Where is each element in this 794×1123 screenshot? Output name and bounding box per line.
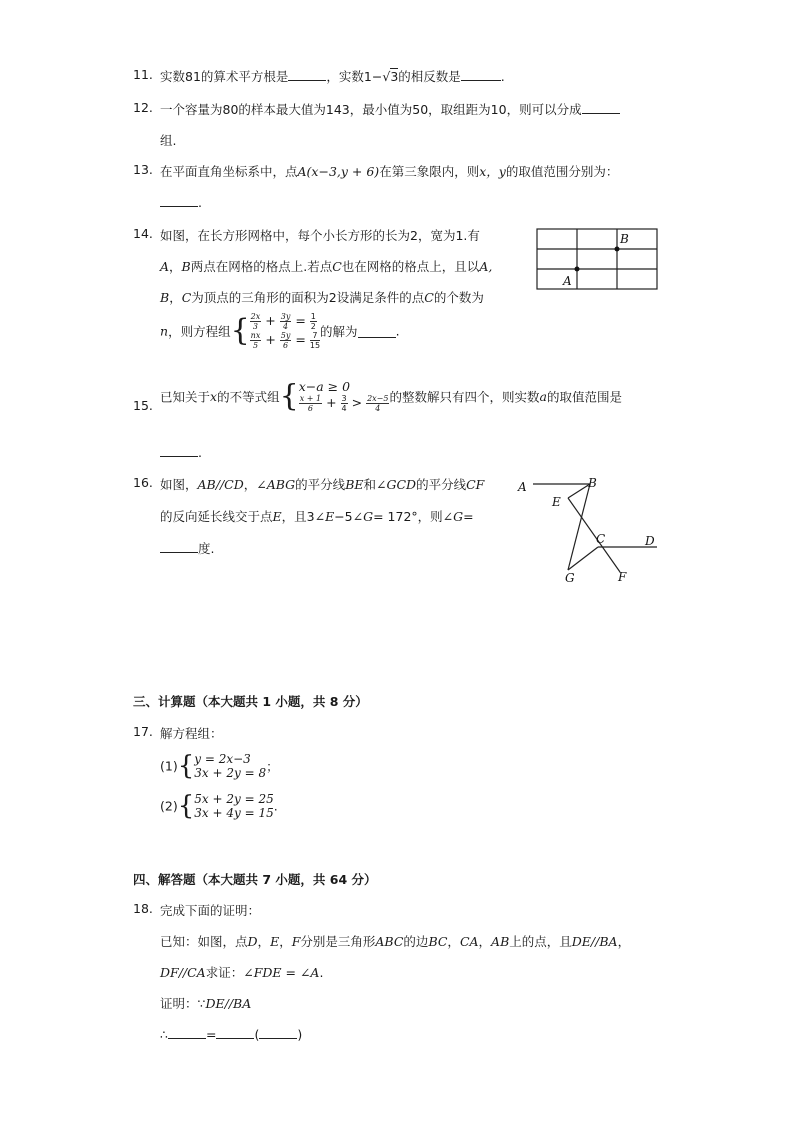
q11-blank-1[interactable] — [288, 68, 326, 81]
q11-blank-2[interactable] — [461, 68, 501, 81]
q16-line2: 的反向延长线交于点E，且3∠E−5∠G= 172°，则∠G= — [160, 509, 474, 524]
q16-number: 16. — [133, 475, 153, 490]
section-3-title: 三、计算题（本大题共 1 小题，共 8 分） — [133, 694, 368, 709]
q18-line3: 证明：∵DE//BA — [160, 996, 252, 1011]
q14-eq1: $\frac{2x}{3}$ + $\frac{3y}{4}$ = $\frac{1}{2}$ — [250, 312, 316, 331]
q15-text: 已知关于x的不等式组{ x−a ≥ 0 $\frac{x + 1}{6}$ + $\frac{3}{4}$ > $\frac{2x-5}{4}$ 的整数解只有四个，则实数a的取值范围是 — [160, 378, 622, 414]
point-b — [615, 247, 620, 252]
q13-number: 13. — [133, 162, 153, 177]
q16-geometry-figure — [510, 472, 670, 590]
q13-text: 在平面直角坐标系中，点A(x−3,y + 6)在第三象限内，则x，y的取值范围分别为： — [160, 164, 619, 179]
sqrt-symbol: √ — [382, 69, 391, 84]
q17-part1: (1){ y = 2x−3 3x + 2y = 8 ； — [160, 751, 279, 781]
label-a: A — [563, 274, 572, 288]
label-e: E — [552, 495, 561, 509]
q14-line3: B，C为顶点的三角形的面积为2设满足条件的点C的个数为 — [160, 290, 484, 305]
q18-line4: ∴ = ( ) — [160, 1027, 303, 1042]
label-b: B — [588, 476, 597, 490]
section-4-title: 四、解答题（本大题共 7 小题，共 64 分） — [133, 872, 377, 887]
q14-eq2: $\frac{nx}{5}$ + $\frac{5y}{6}$ = $\frac{7}{15}$ — [250, 331, 321, 350]
q11-number: 11. — [133, 67, 153, 82]
q17-part2: (2){ 5x + 2y = 25 3x + 4y = 15 . — [160, 791, 278, 821]
q18-line1: 已知：如图，点D，E，F分别是三角形ABC的边BC，CA，AB上的点，且DE//BA， — [160, 934, 631, 949]
q14-line2: A，B两点在网格的格点上.若点C也在网格的格点上，且以A, — [160, 259, 493, 274]
q18-blank-2[interactable] — [216, 1026, 254, 1039]
q14-line1: 如图，在长方形网格中，每个小长方形的长为2，宽为1.有 — [160, 228, 480, 243]
q16-blank[interactable] — [160, 540, 198, 553]
q15-system: x−a ≥ 0 $\frac{x + 1}{6}$ + $\frac{3}{4}$ > $\frac{2x-5}{4}$ — [298, 379, 389, 413]
q15-answer-line: . — [160, 444, 202, 460]
q14-number: 14. — [133, 226, 153, 241]
label-b: B — [620, 232, 629, 246]
q18-blank-1[interactable] — [168, 1026, 206, 1039]
q16-line1: 如图，AB//CD，∠ABG的平分线BE和∠GCD的平分线CF — [160, 477, 485, 492]
label-f: F — [618, 570, 627, 584]
q14-line4: n，则方程组{ $\frac{2x}{3}$ + $\frac{3y}{4}$ = $\frac{1}{2}$ $\frac{nx}{5}$ + $\frac{5y}{6}$ = $\frac{7}{15}$ 的解为 . — [160, 312, 400, 350]
q14-grid-figure — [530, 222, 670, 294]
segment-bg — [568, 484, 590, 570]
q17-title: 解方程组： — [160, 726, 223, 741]
system-brace: { — [279, 378, 299, 414]
label-c: C — [596, 532, 606, 546]
q12-blank[interactable] — [582, 101, 620, 114]
q13-answer-line: . — [160, 194, 202, 210]
point-a — [575, 267, 580, 272]
label-d: D — [645, 534, 655, 548]
line-ecf — [568, 498, 620, 572]
q12-number: 12. — [133, 100, 153, 115]
q17-number: 17. — [133, 724, 153, 739]
q16-line3: 度. — [160, 539, 214, 557]
label-g: G — [565, 571, 575, 585]
q18-line2: DF//CA求证：∠FDE = ∠A. — [160, 965, 324, 980]
grid-border — [537, 229, 657, 289]
q18-blank-3[interactable] — [259, 1026, 297, 1039]
q18-title: 完成下面的证明： — [160, 903, 261, 918]
label-a: A — [518, 480, 527, 494]
q12-line1: 一个容量为80的样本最大值为143，最小值为50，取组距为10，则可以分成 — [160, 100, 620, 118]
q18-number: 18. — [133, 901, 153, 916]
q15-blank[interactable] — [160, 444, 198, 457]
q11-text: 实数81的算术平方根是 ，实数1−√3的相反数是 . — [160, 69, 505, 84]
q13-blank[interactable] — [160, 194, 198, 207]
system-brace: { — [230, 313, 250, 348]
q12-line2: 组. — [160, 133, 177, 148]
q14-system — [250, 312, 320, 350]
q15-number: 15. — [133, 398, 153, 413]
q14-blank[interactable] — [358, 325, 396, 338]
